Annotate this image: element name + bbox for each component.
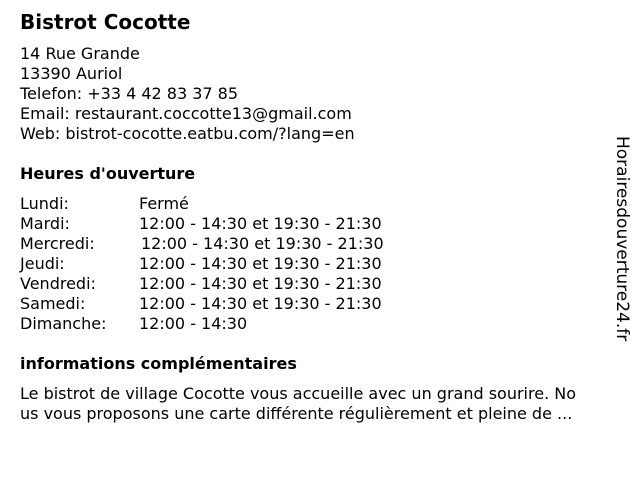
hours-row-mercredi — [20, 234, 460, 254]
phone-number: Telefon: +33 4 42 83 37 85 — [20, 84, 239, 103]
opening-hours-heading: Heures d'ouverture — [20, 164, 196, 183]
day-label: Vendredi: — [20, 274, 96, 293]
website-url: Web: bistrot-cocotte.eatbu.com/?lang=en — [20, 124, 355, 143]
day-label: Samedi: — [20, 294, 86, 313]
time-value: Fermé — [139, 194, 189, 213]
hours-row-lundi — [20, 194, 460, 214]
time-value: 12:00 - 14:30 et 19:30 - 21:30 — [141, 234, 384, 253]
address-street: 14 Rue Grande — [20, 44, 140, 63]
address-city: 13390 Auriol — [20, 64, 123, 83]
hours-row-mardi — [20, 214, 460, 234]
time-value: 12:00 - 14:30 et 19:30 - 21:30 — [139, 294, 382, 313]
day-label: Jeudi: — [20, 254, 65, 273]
description-line: us vous proposons une carte différente régulièrement et pleine de ... — [20, 404, 573, 423]
restaurant-name: Bistrot Cocotte — [20, 10, 191, 34]
time-value: 12:00 - 14:30 et 19:30 - 21:30 — [139, 214, 382, 233]
hours-row-vendredi — [20, 274, 460, 294]
hours-row-jeudi — [20, 254, 460, 274]
time-value: 12:00 - 14:30 — [139, 314, 248, 333]
additional-info-heading: informations complémentaires — [20, 354, 297, 373]
day-label: Lundi: — [20, 194, 69, 213]
day-label: Mardi: — [20, 214, 70, 233]
time-value: 12:00 - 14:30 et 19:30 - 21:30 — [139, 254, 382, 273]
email-address: Email: restaurant.coccotte13@gmail.com — [20, 104, 352, 123]
time-value: 12:00 - 14:30 et 19:30 - 21:30 — [139, 274, 382, 293]
day-label: Dimanche: — [20, 314, 107, 333]
contact-block — [20, 44, 355, 144]
description-text — [20, 384, 620, 424]
watermark-text: Horairesdouverture24.fr — [612, 136, 632, 342]
hours-row-dimanche — [20, 314, 460, 334]
day-label: Mercredi: — [20, 234, 95, 253]
hours-row-samedi — [20, 294, 460, 314]
description-line: Le bistrot de village Cocotte vous accueille avec un grand sourire. No — [20, 384, 576, 403]
opening-hours-table — [20, 194, 460, 334]
